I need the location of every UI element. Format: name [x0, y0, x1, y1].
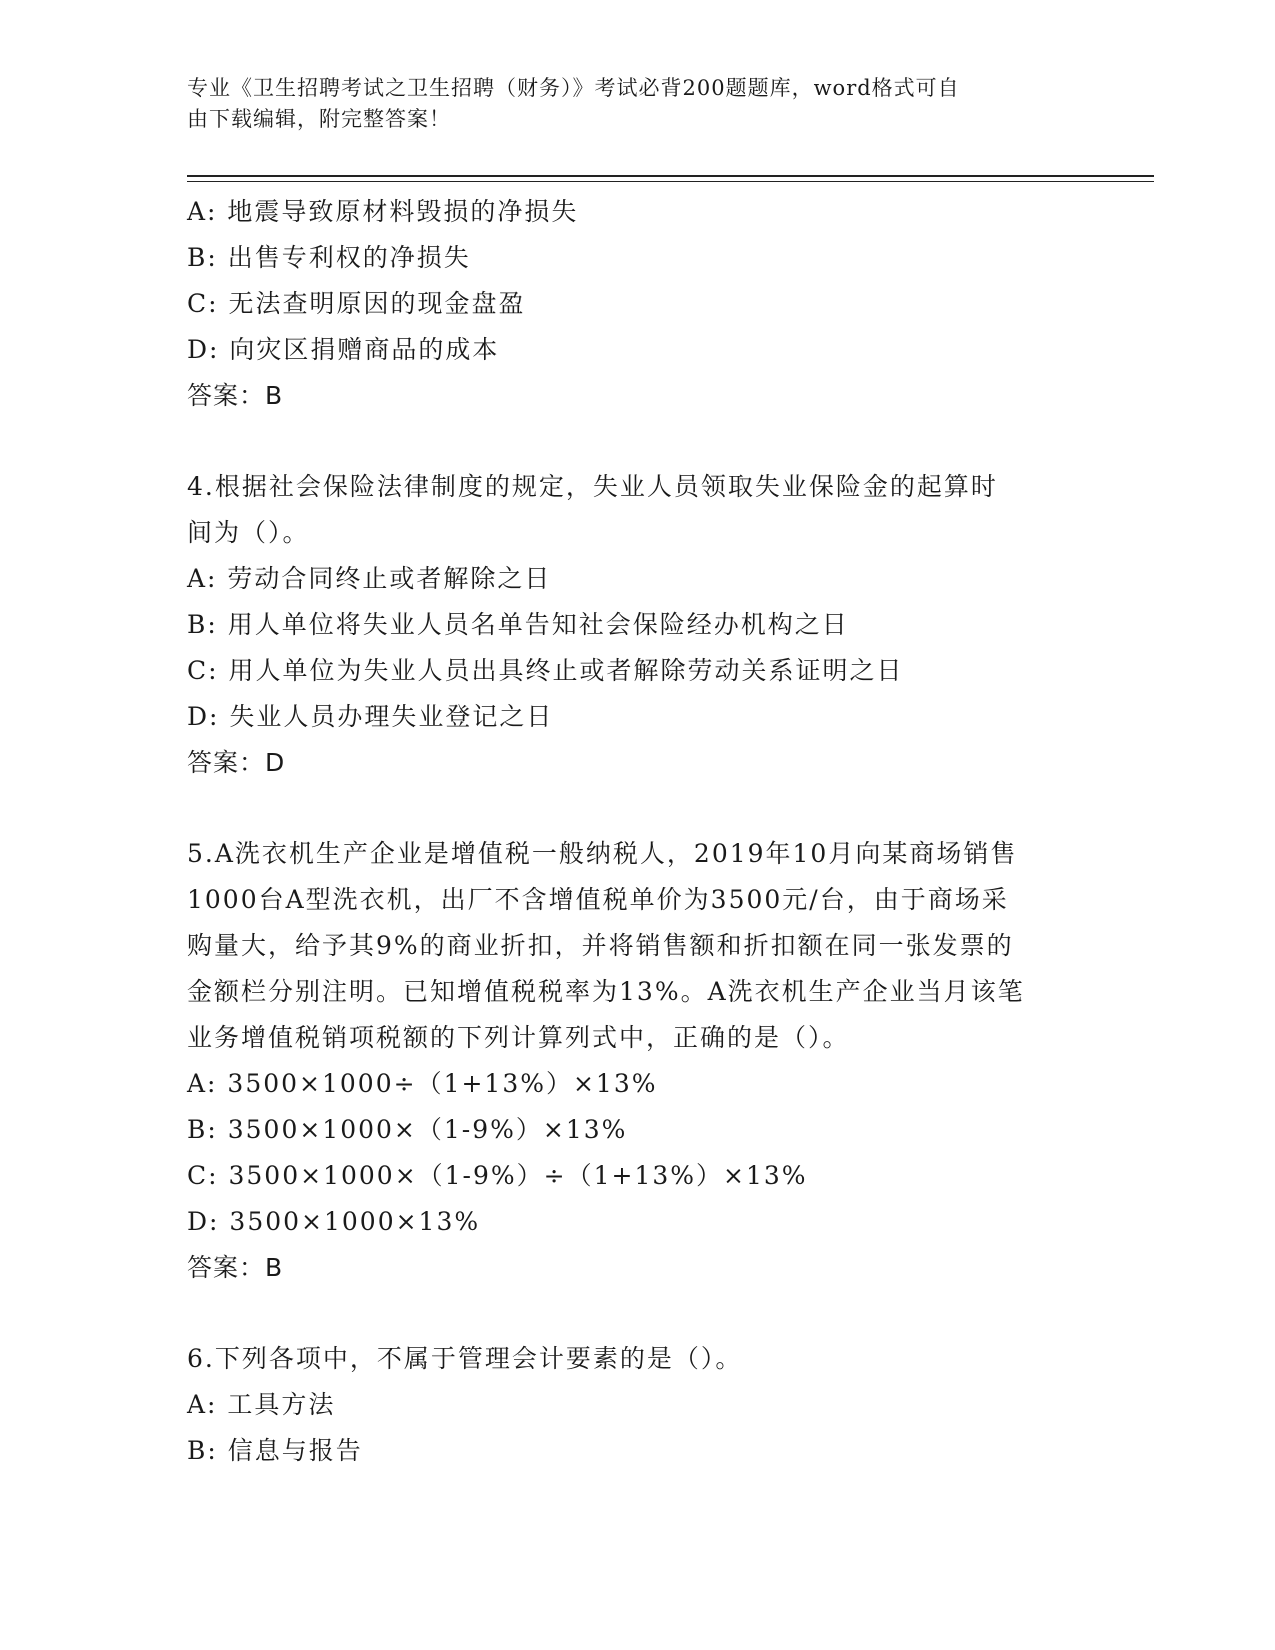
option-a: A: 3500×1000÷（1+13%）×13% [187, 1069, 658, 1098]
option-b: B: 用人单位将失业人员名单告知社会保险经办机构之日 [187, 610, 849, 639]
answer-line: 答案：B [187, 381, 284, 410]
option-c: C: 用人单位为失业人员出具终止或者解除劳动关系证明之日 [187, 656, 904, 685]
option-b: B: 出售专利权的净损失 [187, 243, 471, 272]
question-5 [187, 831, 1087, 1291]
question-stem-line: 购量大，给予其9%的商业折扣，并将销售额和折扣额在同一张发票的 [187, 931, 1014, 960]
header-divider-thick [187, 175, 1154, 177]
document-header [187, 73, 1067, 135]
header-divider-thin [187, 181, 1154, 182]
question-3 [187, 189, 1087, 419]
option-a: A: 劳动合同终止或者解除之日 [187, 564, 552, 593]
question-stem-line: 间为（）。 [187, 518, 310, 547]
option-a: A: 地震导致原材料毁损的净损失 [187, 197, 579, 226]
option-d: D: 失业人员办理失业登记之日 [187, 702, 554, 731]
question-stem-line: 6.下列各项中，不属于管理会计要素的是（）。 [187, 1344, 743, 1373]
spacer [187, 786, 1087, 831]
question-stem-line: 金额栏分别注明。已知增值税税率为13%。A洗衣机生产企业当月该笔 [187, 977, 1025, 1006]
option-c: C: 无法查明原因的现金盘盈 [187, 289, 526, 318]
spacer [187, 419, 1087, 464]
option-a: A: 工具方法 [187, 1390, 336, 1419]
option-d: D: 向灾区捐赠商品的成本 [187, 335, 500, 364]
question-stem-line: 4.根据社会保险法律制度的规定，失业人员领取失业保险金的起算时 [187, 472, 998, 501]
spacer [187, 1291, 1087, 1336]
question-stem-line: 业务增值税销项税额的下列计算列式中，正确的是（）。 [187, 1023, 850, 1052]
option-c: C: 3500×1000×（1-9%）÷（1+13%）×13% [187, 1161, 808, 1190]
question-4 [187, 464, 1087, 786]
header-title-line-1: 专业《卫生招聘考试之卫生招聘（财务）》考试必背200题题库，word格式可自 [187, 76, 960, 100]
header-title-line-2: 由下载编辑，附完整答案！ [187, 107, 451, 131]
option-b: B: 信息与报告 [187, 1436, 363, 1465]
question-list [187, 189, 1087, 1474]
answer-line: 答案：B [187, 1253, 284, 1282]
answer-line: 答案：D [187, 748, 286, 777]
question-6 [187, 1336, 1087, 1474]
option-b: B: 3500×1000×（1-9%）×13% [187, 1115, 628, 1144]
question-stem-line: 1000台A型洗衣机，出厂不含增值税单价为3500元/台，由于商场采 [187, 885, 1009, 914]
option-d: D: 3500×1000×13% [187, 1207, 481, 1236]
question-stem-line: 5.A洗衣机生产企业是增值税一般纳税人，2019年10月向某商场销售 [187, 839, 1018, 868]
